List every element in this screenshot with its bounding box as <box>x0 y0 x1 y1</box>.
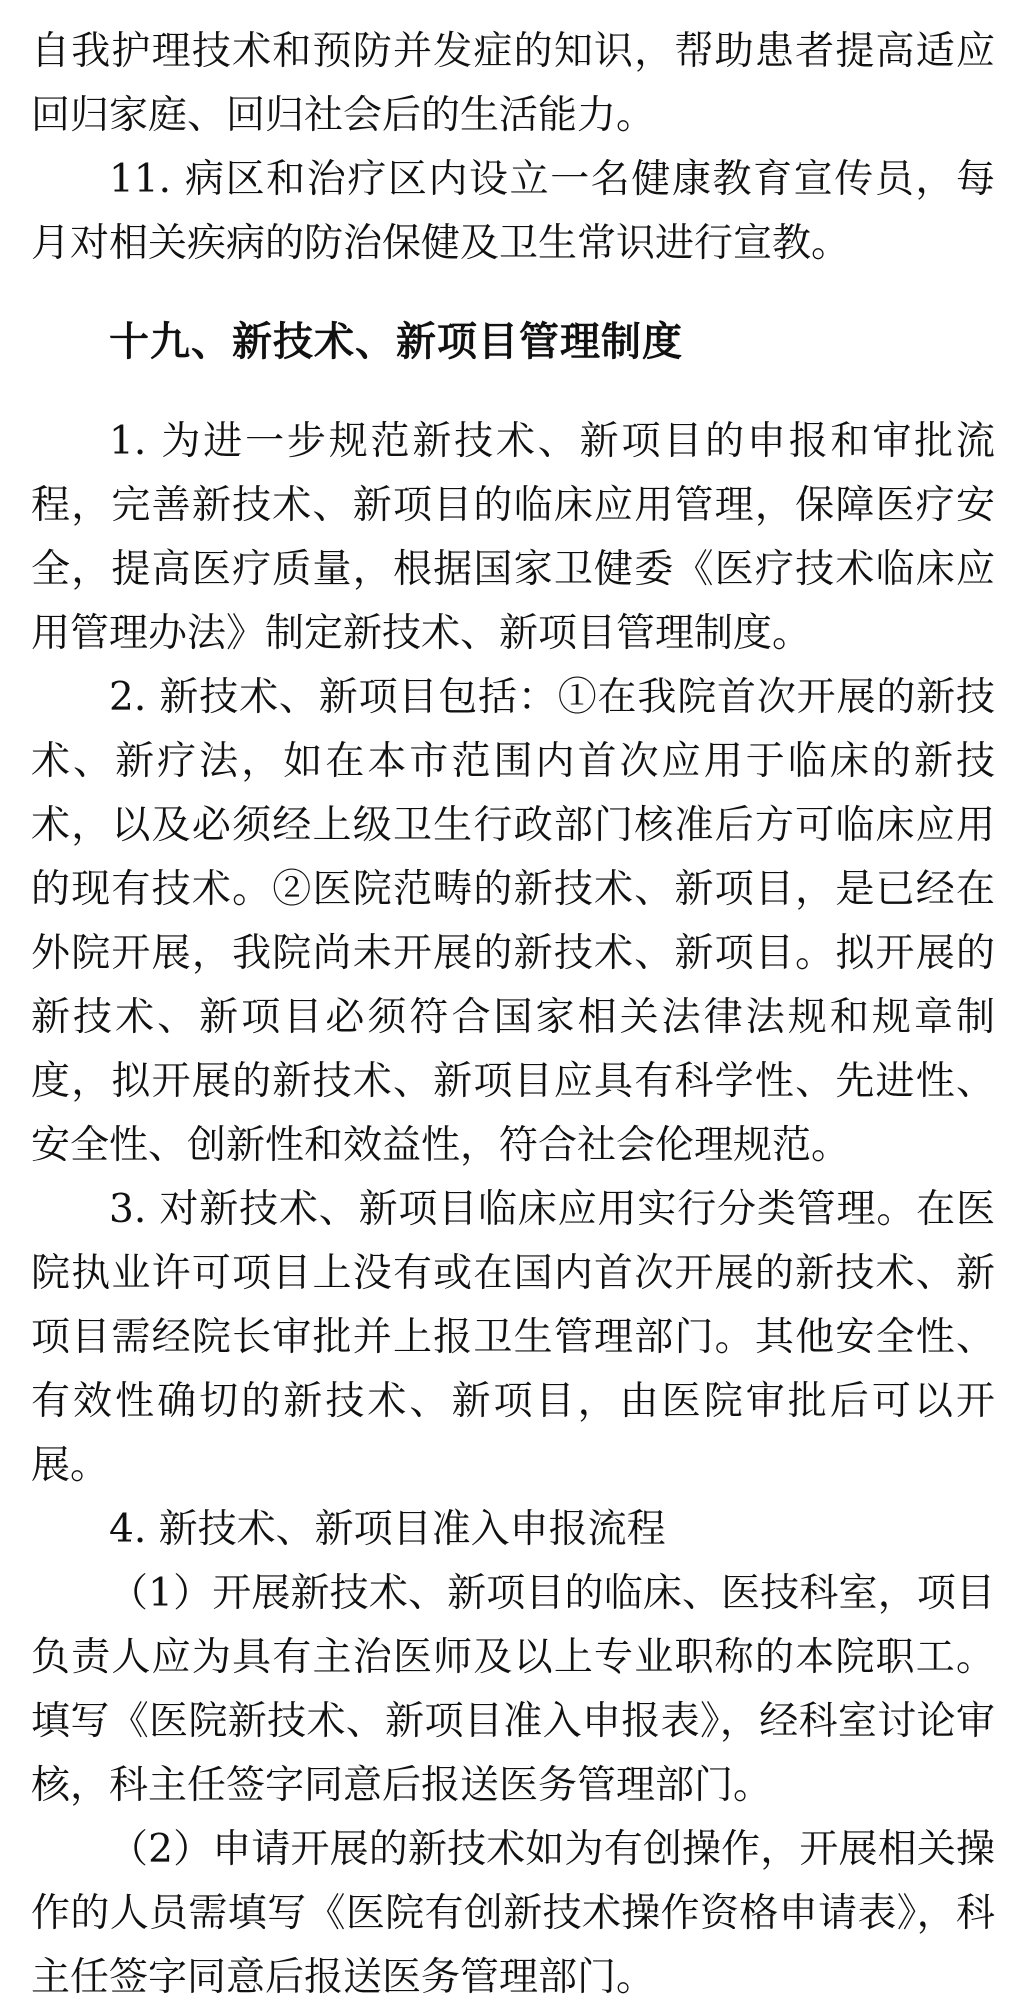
section-title: 十九、新技术、新项目管理制度 <box>109 319 683 365</box>
section-paragraph-4: 4. 新技术、新项目准入申报流程 <box>109 1507 666 1552</box>
section-paragraph-1: 1. 为进一步规范新技术、新项目的申报和审批流程，完善新技术、新项目的临床应用管理，保障医疗安全，提高医疗质量，根据国家卫健委《医疗技术临床应用管理办法》制定新技术、新项目管理制度。 <box>31 419 995 656</box>
section-paragraph-2: 2. 新技术、新项目包括：①在我院首次开展的新技术、新疗法，如在本市范围内首次应用于临床的新技术，以及必须经上级卫生行政部门核准后方可临床应用的现有技术。②医院范畴的新技术、新项目，是已经在外院开展，我院尚未开展的新技术、新项目。拟开展的新技术、新项目必须符合国家相关法律法规和规章制度，拟开展的新技术、新项目应具有科学性、先进性、安全性、创新性和效益性，符合社会伦理规范。 <box>31 675 995 1168</box>
previous-section-paragraph-end: 自我护理技术和预防并发症的知识，帮助患者提高适应回归家庭、回归社会后的生活能力。 <box>31 29 995 138</box>
section-paragraph-4-2: （2）申请开展的新技术如为有创操作，开展相关操作的人员需填写《医院有创新技术操作资格申请表》，科主任签字同意后报送医务管理部门。 <box>31 1827 995 2000</box>
section-paragraph-3: 3. 对新技术、新项目临床应用实行分类管理。在医院执业许可项目上没有或在国内首次开展的新技术、新项目需经院长审批并上报卫生管理部门。其他安全性、有效性确切的新技术、新项目，由医院审批后可以开展。 <box>31 1187 995 1488</box>
previous-section-item-11: 11. 病区和治疗区内设立一名健康教育宣传员，每月对相关疾病的防治保健及卫生常识进行宣教。 <box>31 157 995 266</box>
section-paragraph-4-1: （1）开展新技术、新项目的临床、医技科室，项目负责人应为具有主治医师及以上专业职称的本院职工。填写《医院新技术、新项目准入申报表》，经科室讨论审核，科主任签字同意后报送医务管理部门。 <box>31 1571 995 1808</box>
